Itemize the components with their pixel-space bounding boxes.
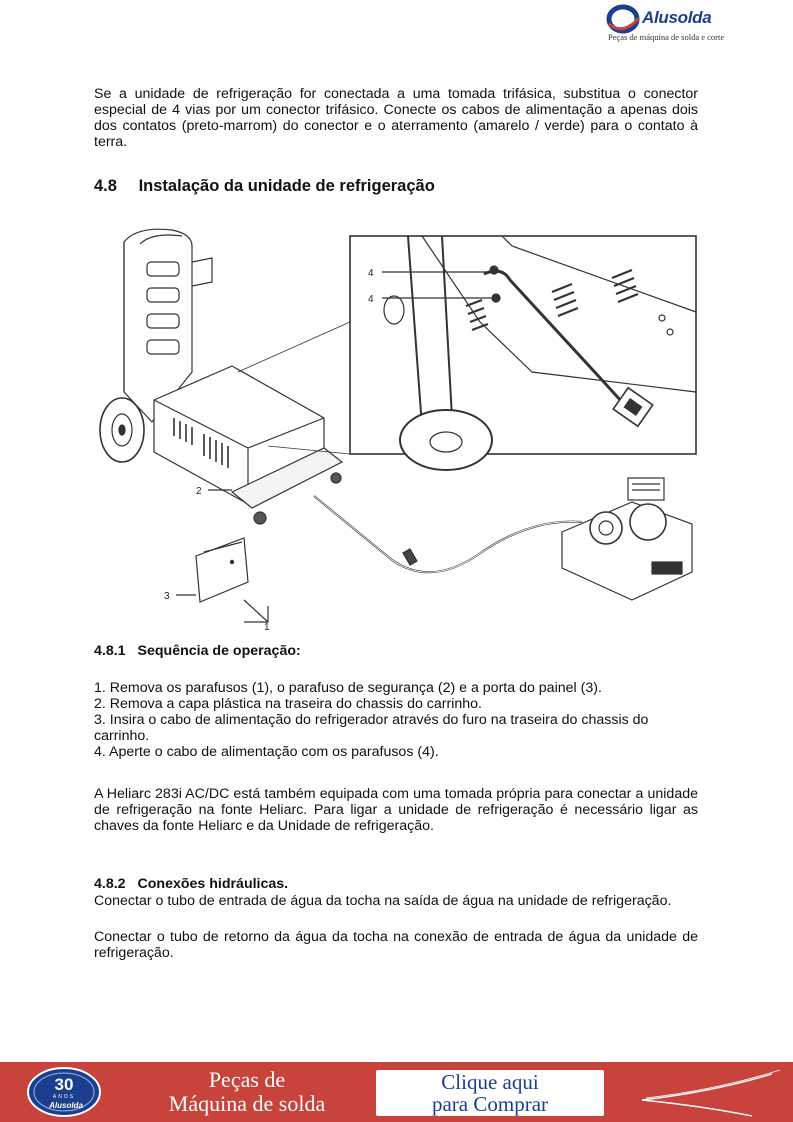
- intro-paragraph: Se a unidade de refrigeração for conectada a uma tomada trifásica, substitua o conector especial de 4 vias por um conector trifásico. Conecte os cabos de alimentação a apenas dois dos contatos (preto-marrom) do conector e o aterramento (amarelo / verde) para o contato à terra.: [94, 86, 698, 150]
- callout-2: 2: [196, 486, 202, 497]
- list-item: 4. Aperte o cabo de alimentação com os parafusos (4).: [94, 744, 439, 760]
- subsection-operation-number: 4.8.1: [94, 643, 126, 659]
- subsection-hydraulics-number: 4.8.2: [94, 876, 126, 892]
- badge-number: 30: [54, 1075, 74, 1094]
- cart-chassis: [154, 366, 342, 524]
- banner-title-line-2: Máquina de solda: [168, 1091, 326, 1116]
- subsection-operation-heading: [94, 643, 301, 659]
- logo-tagline: Peças de máquina de solda e corte: [608, 32, 725, 42]
- panel-door: [196, 538, 248, 602]
- callout-3: 3: [164, 591, 170, 602]
- callout-1: 1: [264, 622, 270, 633]
- installation-diagram: [92, 222, 704, 634]
- section-number: 4.8: [94, 177, 117, 195]
- alusolda-logo: [604, 2, 734, 46]
- logo-brand-name: Alusolda: [642, 8, 712, 27]
- badge-brand: Alusolda: [49, 1101, 83, 1110]
- section-title: Instalação da unidade de refrigeração: [138, 177, 435, 195]
- thirty-years-badge-icon: [24, 1066, 104, 1118]
- cta-line-1: Clique aqui: [441, 1070, 539, 1094]
- detail-inset: [350, 236, 696, 470]
- banner-title: [122, 1068, 372, 1116]
- section-heading: [94, 177, 435, 196]
- callout-4-lower: 4: [368, 294, 374, 305]
- badge-years: ANOS: [52, 1094, 76, 1100]
- buy-now-button[interactable]: [376, 1070, 604, 1116]
- subsection-hydraulics-heading: [94, 876, 288, 892]
- hydraulics-line-2: Conectar o tubo de retorno da água da tocha na conexão de entrada de água da unidade de refrigeração.: [94, 929, 698, 961]
- hydraulics-line-1: Conectar o tubo de entrada de água da tocha na saída de água na unidade de refrigeração.: [94, 893, 672, 909]
- cooler-power-cable: [314, 496, 582, 572]
- banner-title-line-1: Peças de: [208, 1067, 286, 1092]
- subsection-operation-title: Sequência de operação:: [137, 643, 301, 659]
- subsection-hydraulics-title: Conexões hidráulicas.: [137, 876, 289, 892]
- heliarc-note: A Heliarc 283i AC/DC está também equipada com uma tomada própria para conectar a unidade de refrigeração na fonte Heliarc. Para ligar a unidade de refrigeração é necessário ligar as chaves da fonte Heliarc e da Unidade de refrigeração.: [94, 786, 698, 834]
- cta-line-2: para Comprar: [431, 1092, 549, 1116]
- callout-4-upper: 4: [368, 268, 374, 279]
- list-item: 2. Remova a capa plástica na traseira do chassis do carrinho.: [94, 696, 482, 712]
- list-item: 1. Remova os parafusos (1), o parafuso de segurança (2) e a porta do painel (3).: [94, 680, 602, 696]
- logo-swoosh-icon: [606, 4, 640, 34]
- purchase-banner[interactable]: [0, 1062, 793, 1122]
- list-item: 3. Insira o cabo de alimentação do refrigerador através do furo na traseira do chassis do carrinho.: [94, 712, 649, 744]
- operation-steps: [94, 680, 698, 760]
- cooling-unit: [562, 478, 692, 600]
- arrow-left-icon: [632, 1068, 782, 1118]
